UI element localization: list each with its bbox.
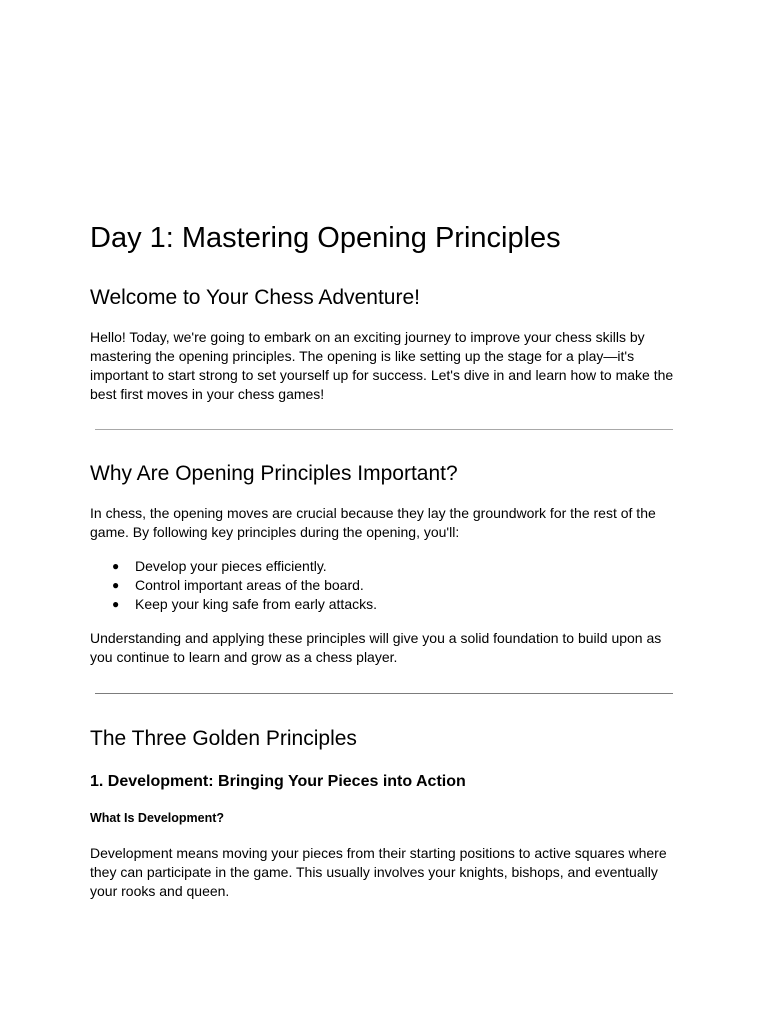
development-heading: 1. Development: Bringing Your Pieces into Action — [90, 773, 466, 790]
why-outro-paragraph: Understanding and applying these principles will give you a solid foundation to build upon as you continue to learn and grow as a chess player. — [90, 630, 662, 665]
list-item-text: Control important areas of the board. — [135, 577, 364, 593]
welcome-paragraph: Hello! Today, we're going to embark on an exciting journey to improve your chess skills by mastering the opening principles. The opening is like setting up the stage for a play—it's important to start strong to set yourself up for success. Let's dive in and learn how to make the best first moves in your chess games! — [90, 329, 674, 402]
list-item-text: Keep your king safe from early attacks. — [135, 596, 377, 612]
development-paragraph: Development means moving your pieces from their starting positions to active squares where they can participate in the game. This usually involves your knights, bishops, and eventually your rooks and queen. — [90, 845, 667, 899]
development-subheading: What Is Development? — [90, 811, 225, 825]
bullet-icon: ● — [112, 559, 120, 573]
section-divider — [95, 429, 673, 430]
bullet-icon: ● — [112, 578, 120, 592]
list-item-text: Develop your pieces efficiently. — [135, 558, 327, 574]
why-intro-paragraph: In chess, the opening moves are crucial because they lay the groundwork for the rest of the game. By following key principles during the opening, you'll: — [90, 505, 656, 540]
list-item — [90, 595, 377, 614]
bullet-icon: ● — [112, 597, 120, 611]
why-heading: Why Are Opening Principles Important? — [90, 462, 458, 485]
section-divider — [95, 693, 673, 694]
page-title: Day 1: Mastering Opening Principles — [90, 222, 561, 254]
list-item — [90, 557, 377, 576]
welcome-heading: Welcome to Your Chess Adventure! — [90, 286, 420, 309]
list-item — [90, 576, 377, 595]
why-bullet-list — [90, 557, 377, 614]
golden-heading: The Three Golden Principles — [90, 727, 357, 750]
